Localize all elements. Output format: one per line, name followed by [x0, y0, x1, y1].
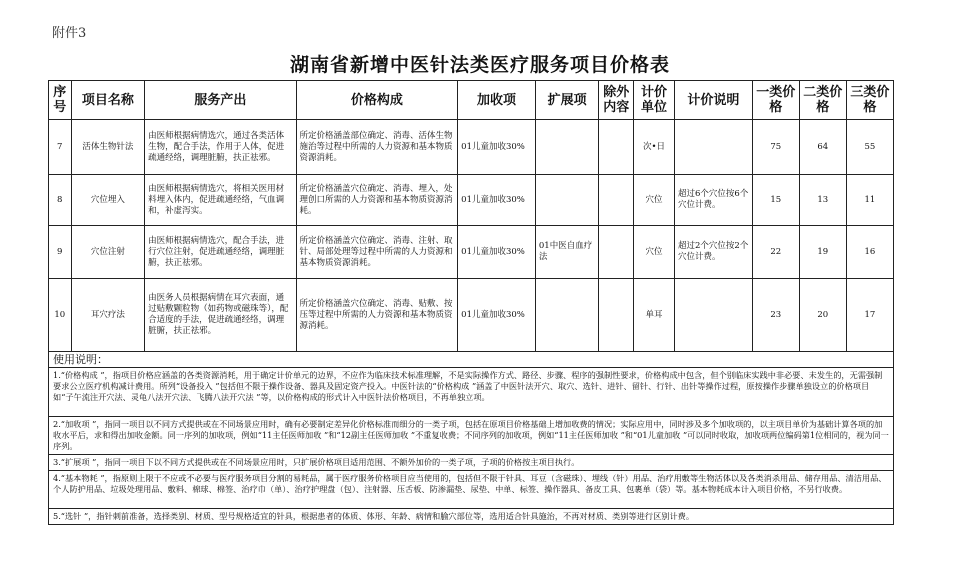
cell-extension: [535, 120, 598, 175]
cell-output: 由医务人员根据病情在耳穴表面，通过贴敷颗粒物（如药物或磁珠等），配合适度的手法，促进疏通经络，调理脏腑，扶正祛邪。: [145, 279, 296, 352]
cell-price-composition: 所定价格涵盖部位确定、消毒、活体生物施治等过程中所需的人力资源和基本物质资源消耗。: [296, 120, 458, 175]
header-price-composition: 价格构成: [296, 81, 458, 120]
header-name: 项目名称: [71, 81, 145, 120]
cell-class1: 23: [752, 279, 799, 352]
header-excluded: 除外内容: [599, 81, 634, 120]
cell-surcharge: 01儿童加收30%: [458, 226, 536, 279]
cell-excluded: [599, 120, 634, 175]
table-row: [49, 175, 894, 226]
cell-class3: 11: [846, 175, 893, 226]
header-extension: 扩展项: [535, 81, 598, 120]
cell-price-composition: 所定价格涵盖穴位确定、消毒、贴敷、按压等过程中所需的人力资源和基本物质资源消耗。: [296, 279, 458, 352]
cell-output: 由医师根据病情选穴，通过各类活体生物，配合手法，作用于人体，促进疏通经络，调理脏腑，扶正祛邪。: [145, 120, 296, 175]
price-table: [48, 80, 894, 352]
note-item: 4.“基本物耗 ”，指原则上限于不应或不必要与医疗服务项目分割的易耗品，属于医疗服务价格项目应当使用的，包括但不限于针具、耳豆（含磁珠）、埋线（针）用品、治疗用敷等生物活体以及各类消杀用品、储存用品、清洁用品、个人防护用品、垃圾处理用品、敷料、棉球、棉签、治疗巾（单）、治疗护理盘（包）、注射器、压舌板、防渗漏垫、尿垫、中单、标签、操作器具、备皮工具、包裹单（袋）等。基本物耗成本计入项目价格，不另行收费。: [49, 471, 893, 509]
note-item: 1.“价格构成 ”，指项目价格应涵盖的各类资源消耗，用于确定计价单元的边界，不应作为临床技术标准理解，不是实际操作方式、路径、步骤、程序的强制性要求，价格构成中包含，但个别临床实践中非必要、未发生的，无需强制要求公立医疗机构减计费用。所列“设备投入 ”包括但不限于操作设备、器具及固定资产投入。中医针法的“价格构成 ”涵盖了中医针法开穴、取穴、选针、进针、留针、行针、出针等操作过程，原按操作步骤单独设立的价格项目如“子午流注开穴法、灵龟八法开穴法、飞腾八法开穴法 ”等，以价格构成的形式计入中医针法价格项目，不再单独立项。: [49, 368, 893, 417]
cell-seq: 9: [49, 226, 72, 279]
header-unit: 计价单位: [634, 81, 675, 120]
table-header-row: [49, 81, 894, 120]
header-class2: 二类价格: [799, 81, 846, 120]
page-title: 湖南省新增中医针法类医疗服务项目价格表: [289, 54, 670, 76]
header-seq: 序号: [49, 81, 72, 120]
cell-output: 由医师根据病情选穴，配合手法，进行穴位注射，促进疏通经络，调理脏腑，扶正祛邪。: [145, 226, 296, 279]
cell-extension: [535, 279, 598, 352]
price-table-container: [48, 80, 894, 525]
cell-note: [675, 279, 753, 352]
cell-seq: 7: [49, 120, 72, 175]
notes-heading: 使用说明：: [49, 352, 893, 368]
cell-class3: 55: [846, 120, 893, 175]
cell-seq: 10: [49, 279, 72, 352]
cell-name: 穴位注射: [71, 226, 145, 279]
cell-name: 耳穴疗法: [71, 279, 145, 352]
cell-class2: 20: [799, 279, 846, 352]
table-row: [49, 226, 894, 279]
cell-surcharge: 01儿童加收30%: [458, 120, 536, 175]
cell-extension: 01中医自血疗法: [535, 226, 598, 279]
cell-unit: 穴位: [634, 175, 675, 226]
header-class1: 一类价格: [752, 81, 799, 120]
cell-class2: 19: [799, 226, 846, 279]
cell-class3: 16: [846, 226, 893, 279]
header-output: 服务产出: [145, 81, 296, 120]
cell-unit: 次•日: [634, 120, 675, 175]
cell-price-composition: 所定价格涵盖穴位确定、消毒、埋入，处理创口所需的人力资源和基本物质资源消耗。: [296, 175, 458, 226]
cell-note: 超过6个穴位按6个穴位计费。: [675, 175, 753, 226]
note-item: 5.“选针 ”，指针刺前准备，选择类别、材质、型号规格适宜的针具，根据患者的体质、体形、年龄、病情和腧穴部位等，选用适合针具施治，不再对材质、类别等进行区别计费。: [53, 511, 695, 521]
usage-notes: [48, 352, 894, 525]
cell-class1: 15: [752, 175, 799, 226]
header-surcharge: 加收项: [458, 81, 536, 120]
cell-excluded: [599, 226, 634, 279]
cell-surcharge: 01儿童加收30%: [458, 175, 536, 226]
cell-class1: 75: [752, 120, 799, 175]
cell-output: 由医师根据病情选穴，将相关医用材料埋入体内，促进疏通经络，气血调和，补虚泻实。: [145, 175, 296, 226]
note-item: 3.“扩展项 ”，指同一项目下以不同方式提供或在不同场景应用时，只扩展价格项目适用范围、不额外加价的一类子项，子项的价格按主项目执行。: [49, 455, 893, 471]
cell-unit: 单耳: [634, 279, 675, 352]
table-row: [49, 279, 894, 352]
cell-unit: 穴位: [634, 226, 675, 279]
cell-price-composition: 所定价格涵盖穴位确定、消毒、注射、取针、局部处理等过程中所需的人力资源和基本物质资源消耗。: [296, 226, 458, 279]
attachment-label: 附件3: [52, 26, 87, 41]
cell-name: 穴位埋入: [71, 175, 145, 226]
note-item: 2.“加收项 ”，指同一项目以不同方式提供或在不同场景应用时，确有必要制定差异化价格标准而细分的一类子项，包括在原项目价格基础上增加收费的情况；实际应用中，同时涉及多个加收项的，以主项目单价为基础计算各项的加收水平后，求和得出加收金额。同一序列的加收项，例如“11主任医师加收 ”和“12副主任医师加收 ”不重复收费；不同序列的加收项，例如“11主任医师加收 ”和“01儿童加收 ”可以同时收取，加收项两位编码第1位相同的，视为同一序列。: [49, 417, 893, 455]
table-row: [49, 120, 894, 175]
header-class3: 三类价格: [846, 81, 893, 120]
cell-class2: 64: [799, 120, 846, 175]
cell-class3: 17: [846, 279, 893, 352]
cell-extension: [535, 175, 598, 226]
cell-class2: 13: [799, 175, 846, 226]
cell-note: [675, 120, 753, 175]
cell-note: 超过2个穴位按2个穴位计费。: [675, 226, 753, 279]
cell-excluded: [599, 175, 634, 226]
header-note: 计价说明: [675, 81, 753, 120]
cell-seq: 8: [49, 175, 72, 226]
cell-class1: 22: [752, 226, 799, 279]
cell-surcharge: 01儿童加收30%: [458, 279, 536, 352]
cell-name: 活体生物针法: [71, 120, 145, 175]
cell-excluded: [599, 279, 634, 352]
